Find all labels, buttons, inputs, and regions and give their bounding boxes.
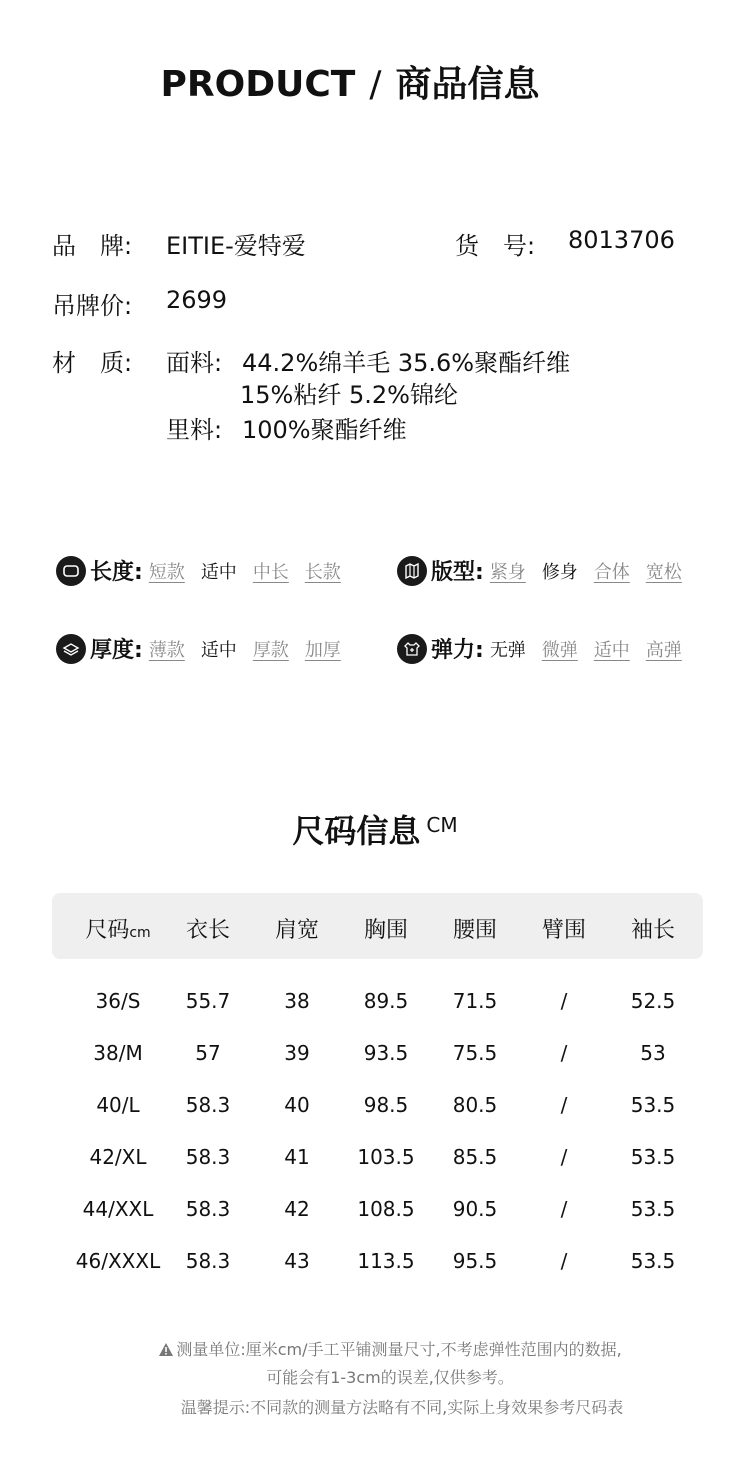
- measure-cell: 38: [284, 989, 310, 1013]
- header-cell: 胸围: [363, 918, 408, 943]
- attr-fit-option: 紧身: [489, 561, 526, 583]
- attr-fit-option: 宽松: [645, 561, 682, 583]
- attr-elasticity-option: 微弹: [541, 639, 578, 661]
- page-title: [0, 56, 700, 107]
- title-slash: /: [369, 64, 382, 105]
- warning-icon: [158, 1342, 174, 1361]
- header-cell: 袖长: [630, 918, 675, 943]
- size-cell: 36/S: [95, 989, 141, 1013]
- attr-length-option: 短款: [148, 561, 185, 583]
- measure-cell: 58.3: [185, 1249, 231, 1273]
- measure-cell: 39: [284, 1041, 310, 1065]
- measure-cell: 98.5: [363, 1093, 409, 1117]
- header-cell-size: [68, 913, 168, 944]
- measure-cell: 55.7: [185, 989, 231, 1013]
- title-chinese: 商品信息: [395, 64, 540, 105]
- measure-cell: 75.5: [452, 1041, 498, 1065]
- size-info-heading: 尺码信息: [292, 812, 421, 850]
- measure-cell: 93.5: [363, 1041, 409, 1065]
- measure-note-line1: [0, 1337, 750, 1361]
- attr-elasticity: [397, 633, 682, 664]
- attr-thickness: [56, 633, 341, 664]
- fit-icon: [397, 556, 427, 586]
- reminder-note: 温馨提示:不同款的测量方法略有不同,实际上身效果参考尺码表: [180, 1398, 624, 1417]
- header-size-unit: cm: [129, 925, 151, 941]
- size-cell: 42/XL: [89, 1145, 147, 1169]
- attr-fit: [397, 555, 682, 586]
- measure-cell: 53.5: [630, 1249, 676, 1273]
- measure-cell: 57: [195, 1041, 221, 1065]
- size-table-header: [52, 893, 703, 959]
- lining-value: 100%聚酯纤维: [242, 416, 407, 444]
- attr-elasticity-option-selected: 无弹: [489, 639, 526, 661]
- size-cell: 46/XXXL: [75, 1249, 161, 1273]
- size-cell: 40/L: [96, 1093, 140, 1117]
- sku-value: 8013706: [568, 226, 675, 254]
- measure-cell: 53.5: [630, 1197, 676, 1221]
- measure-note-line2: 可能会有1-3cm的误差,仅供参考。: [266, 1368, 514, 1387]
- attr-thickness-option: 厚款: [252, 639, 289, 661]
- thickness-icon: [56, 634, 86, 664]
- attr-thickness-option-selected: 适中: [200, 639, 237, 661]
- attr-length-option-selected: 适中: [200, 561, 237, 583]
- measure-cell: /: [560, 1197, 568, 1221]
- measure-cell: 89.5: [363, 989, 409, 1013]
- attr-elasticity-label: 弹力:: [431, 638, 484, 663]
- measure-cell: 90.5: [452, 1197, 498, 1221]
- header-cell: 腰围: [452, 918, 497, 943]
- measure-cell: 53.5: [630, 1093, 676, 1117]
- material-label: 材 质:: [52, 349, 133, 377]
- attr-length: [56, 555, 341, 586]
- attr-fit-option-selected: 修身: [541, 561, 578, 583]
- size-cell: 44/XXL: [82, 1197, 154, 1221]
- elasticity-icon: [397, 634, 427, 664]
- length-icon: [56, 556, 86, 586]
- fabric-label: 面料:: [166, 349, 223, 377]
- size-info-unit: CM: [426, 813, 458, 837]
- measure-cell: 58.3: [185, 1197, 231, 1221]
- measure-cell: 41: [284, 1145, 310, 1169]
- measure-cell: /: [560, 1249, 568, 1273]
- header-cell: 臂围: [541, 918, 586, 943]
- measure-cell: /: [560, 989, 568, 1013]
- fabric-line1: 44.2%绵羊毛 35.6%聚酯纤维: [242, 349, 571, 377]
- sku-label: 货 号:: [455, 232, 536, 260]
- attr-fit-option: 合体: [593, 561, 630, 583]
- header-cell: 肩宽: [274, 918, 319, 943]
- measure-cell: 71.5: [452, 989, 498, 1013]
- attr-length-option: 长款: [304, 561, 341, 583]
- attr-thickness-option: 加厚: [304, 639, 341, 661]
- title-english: PRODUCT: [160, 64, 356, 105]
- measure-cell: 108.5: [357, 1197, 415, 1221]
- attr-fit-label: 版型:: [431, 560, 484, 585]
- measure-cell: 42: [284, 1197, 310, 1221]
- measure-cell: 113.5: [357, 1249, 415, 1273]
- attr-elasticity-option: 高弹: [645, 639, 682, 661]
- attr-elasticity-option: 适中: [593, 639, 630, 661]
- measure-cell: 58.3: [185, 1093, 231, 1117]
- measure-note-text: 测量单位:厘米cm/手工平铺测量尺寸,不考虑弹性范围内的数据,: [176, 1340, 622, 1359]
- measure-cell: /: [560, 1041, 568, 1065]
- measure-cell: 53: [640, 1041, 666, 1065]
- header-cell: 衣长: [185, 918, 230, 943]
- measure-cell: 52.5: [630, 989, 676, 1013]
- size-info-title: [0, 806, 750, 852]
- measure-cell: 85.5: [452, 1145, 498, 1169]
- price-value: 2699: [166, 286, 228, 314]
- measure-cell: 58.3: [185, 1145, 231, 1169]
- measure-cell: /: [560, 1093, 568, 1117]
- measure-cell: /: [560, 1145, 568, 1169]
- brand-value: EITIE-爱特爱: [166, 232, 306, 260]
- measure-cell: 40: [284, 1093, 310, 1117]
- measure-cell: 43: [284, 1249, 310, 1273]
- header-size-label: 尺码: [85, 918, 130, 943]
- attr-thickness-label: 厚度:: [90, 638, 143, 663]
- measure-cell: 103.5: [357, 1145, 415, 1169]
- attr-length-label: 长度:: [90, 560, 143, 585]
- brand-label: 品 牌:: [52, 232, 133, 260]
- attr-thickness-option: 薄款: [148, 639, 185, 661]
- attr-length-option: 中长: [252, 561, 289, 583]
- lining-label: 里料:: [166, 416, 223, 444]
- size-cell: 38/M: [93, 1041, 143, 1065]
- fabric-line2: 15%粘纤 5.2%锦纶: [240, 381, 458, 409]
- measure-cell: 95.5: [452, 1249, 498, 1273]
- measure-cell: 53.5: [630, 1145, 676, 1169]
- price-label: 吊牌价:: [52, 292, 133, 320]
- measure-cell: 80.5: [452, 1093, 498, 1117]
